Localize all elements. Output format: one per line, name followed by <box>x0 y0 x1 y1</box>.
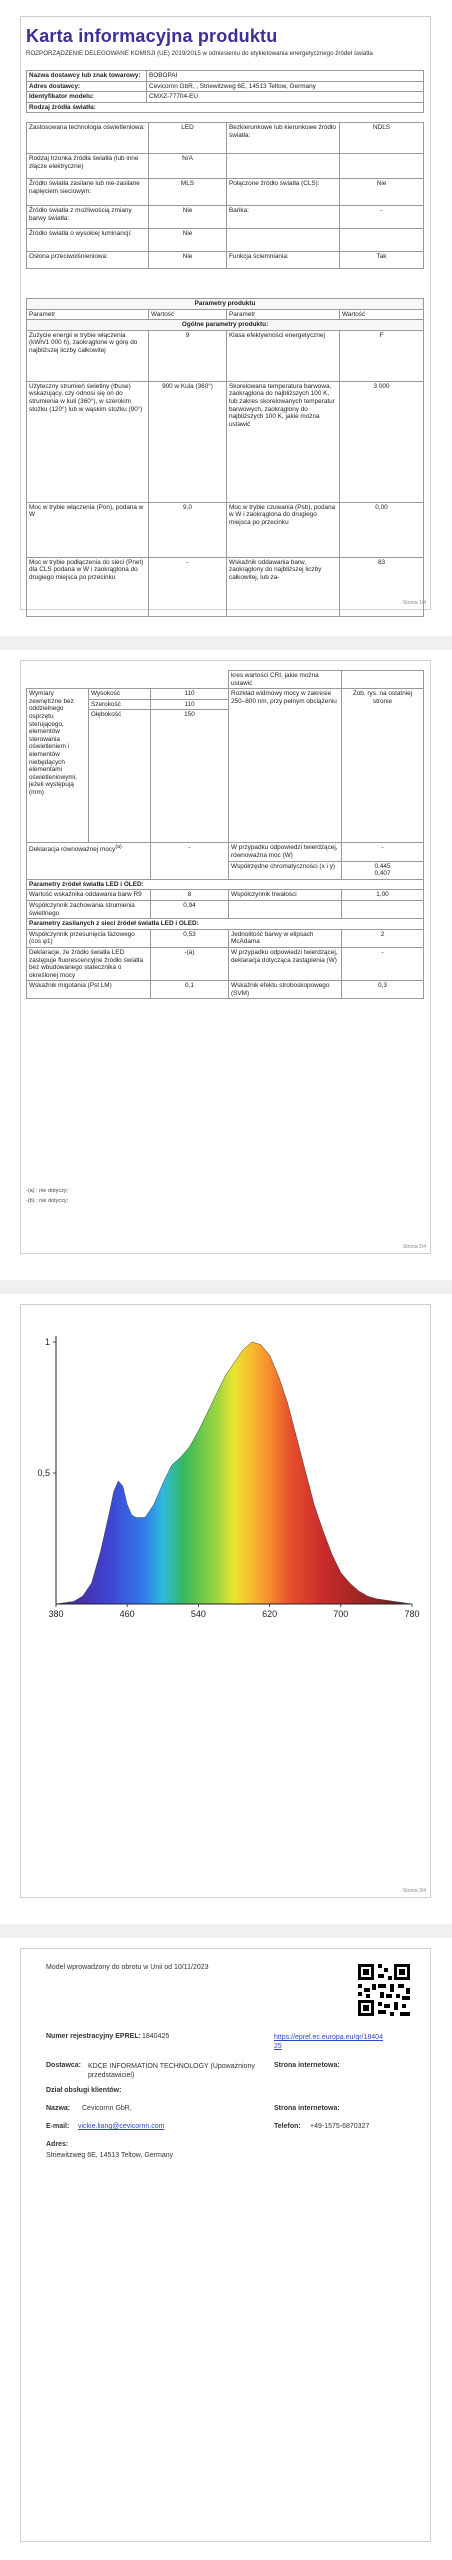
mains-row <box>27 929 424 947</box>
contact-name-label: Nazwa: <box>46 2105 71 2112</box>
footnote-b: -(b) : nie dotyczy; <box>26 1198 69 1204</box>
spectral-distribution-value: Zob. rys. na ostatniej stronie <box>342 689 424 843</box>
type-label-2 <box>227 229 340 252</box>
type-label-2: Połączone źródło światła (CLS): <box>227 179 340 206</box>
led-label-2: Współczynnik trwałości <box>229 890 342 901</box>
type-value: MLS <box>149 179 227 206</box>
type-value: N/A <box>149 154 227 179</box>
x-tick-label: 620 <box>262 1609 278 1619</box>
cri-range-text: kres wartości CRI, jakie można ustawić <box>229 671 342 689</box>
mains-label-2: W przypadku odpowiedzi twierdzącej, deklaracja dotycząca zastąpienia (W) <box>229 947 342 980</box>
led-value: 8 <box>151 890 229 901</box>
dim-depth-value: 150 <box>151 710 229 843</box>
model-id-label: Identyfikator modelu: <box>27 92 147 103</box>
type-value-2 <box>340 229 424 252</box>
col-param-2: Parametr <box>227 309 340 320</box>
contact-name-value: Cevicornn GbR, <box>82 2105 132 2112</box>
mains-value: 0,1 <box>151 981 229 999</box>
mains-label: Wskaźnik migotania (Pst LM) <box>27 981 151 999</box>
led-value-2: 1,00 <box>342 890 424 901</box>
dimensions-label: Wymiary zewnętrzne bez oddzielnego osprzętu sterującego, elementów sterowania oświetleniem i elementów niebędących elementami oświetleniowymi, jeżeli występują (mm) <box>27 689 89 843</box>
param-value: 900 w Kula (360°) <box>149 381 227 502</box>
param-label: Użyteczny strumień świetlny (Φuse) wskazujący, czy odnosi się on do strumienia w kuli (360°), w szerokim stożku (120°) lub w wąskim stożku (90°) <box>27 381 149 502</box>
supplier-label: Dostawca: <box>46 2062 82 2069</box>
type-table <box>26 122 424 269</box>
regulation-text: ROZPORZĄDZENIE DELEGOWANE KOMISJI (UE) 2019/2015 w odniesieniu do etykietowania energetycznego źródeł światła <box>26 50 373 57</box>
type-label: Zastosowana technologia oświetleniowa: <box>27 123 149 154</box>
phone-value: +49-1575-6870327 <box>310 2123 370 2130</box>
param-row <box>27 381 424 502</box>
led-row <box>27 900 424 918</box>
type-label-2: Bańka: <box>227 206 340 229</box>
address-value: Striewitzweg 6E, 14513 Teltow, Germany <box>46 2152 174 2159</box>
website2-label: Strona internetowa: <box>274 2105 340 2112</box>
col-value: Wartość <box>149 309 227 320</box>
type-label-2 <box>227 154 340 179</box>
dim-height-label: Wysokość <box>89 689 151 700</box>
type-row <box>27 252 424 269</box>
phone-label: Telefon: <box>274 2123 301 2130</box>
mains-label: Współczynnik przesunięcia fazowego (cos φ1) <box>27 929 151 947</box>
x-tick-label: 460 <box>119 1609 135 1619</box>
eprel-label: Numer rejestracyjny EPREL: <box>46 2033 141 2040</box>
email-label: E-mail: <box>46 2123 70 2130</box>
led-value-2 <box>342 900 424 918</box>
type-value: LED <box>149 123 227 154</box>
mains-label: Deklaracje, że źródło światła LED zastępuje fluorescencyjne źródło światła bez wbudowanego statecznika o określonej mocy <box>27 947 151 980</box>
supplier-address-label: Adres dostawcy: <box>27 81 147 92</box>
param-label-2: Klasa efektywności energetycznej <box>227 330 340 381</box>
customer-service-header: Dział obsługi klientów: <box>46 2087 122 2094</box>
type-value-2: Tak <box>340 252 424 269</box>
mains-value: -(a) <box>151 947 229 980</box>
type-value-2: NDLS <box>340 123 424 154</box>
eprel-link[interactable]: https://eprel.ec.europa.eu/qr/1840425 <box>274 2034 383 2050</box>
website-label: Strona internetowa: <box>274 2062 340 2069</box>
equivalent-power-label: Deklaracja równoważnej mocy$^{(a)}$ <box>27 843 151 879</box>
param-value: 9 <box>149 330 227 381</box>
type-label-2: Bezkierunkowe lub kierunkowe źródło światła: <box>227 123 340 154</box>
type-label: Źródło światła z możliwością zmiany barwy światła: <box>27 206 149 229</box>
led-params-header: Parametry źródeł światła LED i OLED: <box>27 879 424 890</box>
mains-value-2: 0,3 <box>342 981 424 999</box>
param-value: 9,0 <box>149 502 227 557</box>
eprel-value: 1840425 <box>142 2033 170 2040</box>
x-tick-label: 780 <box>404 1609 420 1619</box>
mains-label-2: Jednolitość barwy w elipsach McAdama <box>229 929 342 947</box>
x-tick-label: 380 <box>48 1609 64 1619</box>
spectrum-area <box>56 1342 412 1604</box>
x-tick-label: 700 <box>333 1609 349 1619</box>
col-param: Parametr <box>27 309 149 320</box>
param-value-2: 3 000 <box>340 381 424 502</box>
param-value-2: 83 <box>340 557 424 616</box>
mains-label-2: Wskaźnik efektu stroboskopowego (SVM) <box>229 981 342 999</box>
light-source-type-header: Rodzaj źródła światła: <box>27 102 424 113</box>
page-separator <box>0 1280 452 1294</box>
type-value-2 <box>340 154 424 179</box>
y-tick-label: 1 <box>44 1337 50 1347</box>
mains-params-header: Parametry zasilanych z sieci źródeł światła LED i OLED: <box>27 919 424 930</box>
footnote-a: -(a) : nie dotyczy; <box>26 1188 69 1194</box>
supplier-address-value: Cevicornn GbR, , Striewitzweg 6E, 14513 Teltow, Germany <box>147 81 424 92</box>
params-table-cont <box>26 670 424 999</box>
general-params-header: Ogólne parametry produktu: <box>27 320 424 331</box>
mains-value-2: - <box>342 947 424 980</box>
led-label: Wartość wskaźnika oddawania barw R9 <box>27 890 151 901</box>
param-value-2: F <box>340 330 424 381</box>
led-label: Współczynnik zachowania strumienia świetlnego <box>27 900 151 918</box>
type-row <box>27 123 424 154</box>
qr-code-icon <box>356 1962 412 2018</box>
type-label: Źródło światła o wysokiej luminancji: <box>27 229 149 252</box>
param-label: Moc w trybie podłączenia do sieci (Pnet) dla CLS podana w W i zaokrąglona do drugiego miejsca po przecinku <box>27 557 149 616</box>
param-row <box>27 557 424 616</box>
param-label-2: Skorelowana temperatura barwowa, zaokrąglona do najbliższych 100 K, lub zakres skorelowanych temperatur barwowych, zaokrąglony do najbliższych 100 K, jakie można ustawić <box>227 381 340 502</box>
dim-height-value: 110 <box>151 689 229 700</box>
y-tick-label: 0,5 <box>37 1468 50 1478</box>
x-tick-label: 540 <box>190 1609 206 1619</box>
led-value: 0,94 <box>151 900 229 918</box>
dim-width-label: Szerokość <box>89 699 151 710</box>
page-number: Strona 1/4 <box>402 600 426 606</box>
mains-row <box>27 947 424 980</box>
type-label: Rodzaj trzonka źródła światła (lub inne złącze elektryczne) <box>27 154 149 179</box>
mains-row <box>27 981 424 999</box>
type-label-2: Funkcja ściemniania: <box>227 252 340 269</box>
page-title: Karta informacyjna produktu <box>26 26 278 46</box>
type-label: Osłona przeciwolśnieniowa: <box>27 252 149 269</box>
type-value-2: - <box>340 206 424 229</box>
type-value: Nie <box>149 229 227 252</box>
param-label-2: Wskaźnik oddawania barw, zaokrąglony do najbliższej liczby całkowitej, lub za- <box>227 557 340 616</box>
address-label: Adres: <box>46 2141 69 2148</box>
params-table <box>26 298 424 617</box>
supplier-name-value: BOBOPAI <box>147 71 424 82</box>
mains-value-2: 2 <box>342 929 424 947</box>
col-value-2: Wartość <box>340 309 424 320</box>
type-row <box>27 179 424 206</box>
model-id-value: CMXZ-77704-EU <box>147 92 424 103</box>
page-separator <box>0 1924 452 1938</box>
params-header: Parametry produktu <box>27 299 424 310</box>
led-row <box>27 890 424 901</box>
param-row <box>27 502 424 557</box>
type-value-2: Nie <box>340 179 424 206</box>
param-row <box>27 330 424 381</box>
dim-depth-label: Głębokość <box>89 710 151 843</box>
email-link[interactable]: vickie.liang@cevicornn.com <box>78 2123 165 2130</box>
equivalent-power-l2: W przypadku odpowiedzi twierdzącej, równoważna moc (W) <box>229 843 342 861</box>
supplier-value: KDCE INFORMATION TECHNOLOGY (Upoważniony przedstawiciel) <box>88 2063 255 2079</box>
type-row <box>27 154 424 179</box>
spectral-chart <box>0 1330 452 1630</box>
supplier-name-label: Nazwa dostawcy lub znak towarowy: <box>27 71 147 82</box>
equivalent-power-value: - <box>151 843 229 879</box>
page-number: Strona 3/4 <box>402 1888 426 1894</box>
chromaticity-label: Współrzędne chromatyczności (x i y) <box>229 861 342 879</box>
type-value: Nie <box>149 206 227 229</box>
param-value: - <box>149 557 227 616</box>
mains-value: 0,53 <box>151 929 229 947</box>
page-number: Strona 2/4 <box>402 1244 426 1250</box>
dim-width-value: 110 <box>151 699 229 710</box>
market-intro: Model wprowadzony do obrotu w Unii od 10/11/2023 <box>46 1964 209 1971</box>
type-row <box>27 229 424 252</box>
supplier-table <box>26 70 424 113</box>
param-value-2: 0,00 <box>340 502 424 557</box>
led-label-2 <box>229 900 342 918</box>
page-separator <box>0 636 452 650</box>
spectral-distribution-label: Rozkład widmowy mocy w zakresie 250–800 nm, przy pełnym obciążeniu <box>229 689 342 843</box>
type-row <box>27 206 424 229</box>
param-label: Zużycie energii w trybie włączenia (kWh/1 000 h), zaokrąglone w górę do najbliższej liczby całkowitej <box>27 330 149 381</box>
type-value: Nie <box>149 252 227 269</box>
type-label: Źródło światła zasilane lub nie-zasilane napięciem sieciowym: <box>27 179 149 206</box>
equivalent-power-v2: - <box>342 843 424 861</box>
chromaticity-value: 0,445 0,407 <box>342 861 424 879</box>
param-label-2: Moc w trybie czuwania (Psb), podana w W i zaokrąglona do drugiego miejsca po przecinku <box>227 502 340 557</box>
param-label: Moc w trybie włączenia (Pon), podana w W <box>27 502 149 557</box>
